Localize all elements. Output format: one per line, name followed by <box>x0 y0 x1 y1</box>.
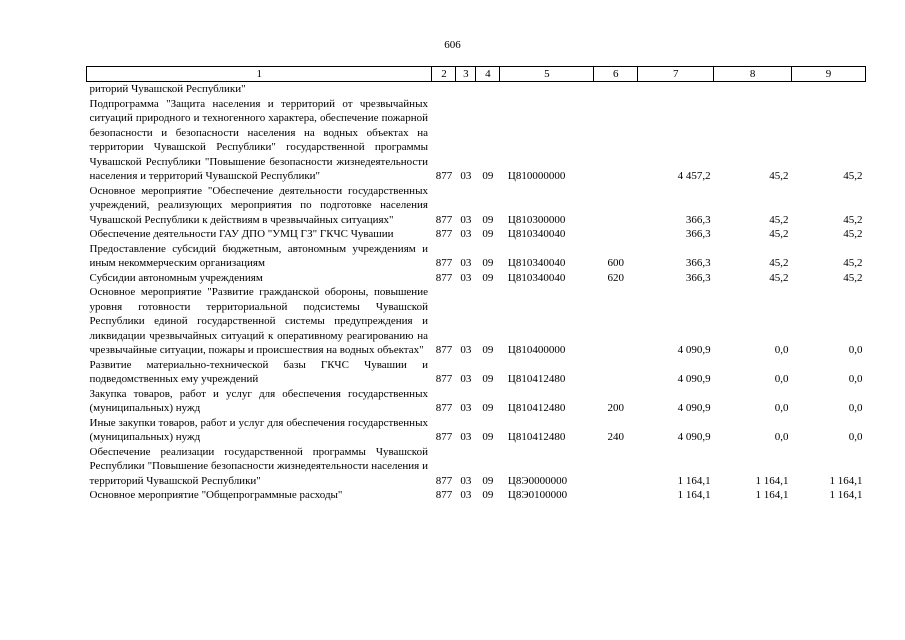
row-subsection: 09 <box>482 431 494 443</box>
row-sum-2: 0,0 <box>774 431 789 443</box>
table-body <box>87 82 866 503</box>
table-row <box>87 445 866 489</box>
row-expense-type <box>594 97 638 184</box>
row-sum-1: 366,3 <box>685 228 711 240</box>
row-subsection: 09 <box>482 373 494 385</box>
row-sum-1: 1 164,1 <box>677 474 711 487</box>
row-name: Основное мероприятие "Обеспечение деятельности государственных учреждений, реализующих мероприятия по подготовке населения Чувашской Республики к действиям в чрезвычайных ситуациях" <box>89 184 428 226</box>
row-name: Иные закупки товаров, работ и услуг для обеспечения государственных (муниципальных) нужд <box>89 416 428 443</box>
row-admin-code: 877 <box>435 170 453 182</box>
row-target-code: Ц810400000 <box>507 344 566 356</box>
row-section: 03 <box>460 402 472 414</box>
row-name: Обеспечение деятельности ГАУ ДПО "УМЦ ГЗ" ГКЧС Чувашии <box>89 228 394 240</box>
row-sum-3 <box>792 82 866 97</box>
row-subsection: 09 <box>482 344 494 356</box>
row-sum-1: 4 090,9 <box>677 373 711 385</box>
row-sum-1: 4 457,2 <box>677 170 711 182</box>
row-expense-type <box>594 227 638 242</box>
row-name: риторий Чувашской Республики" <box>89 83 246 95</box>
row-sum-3: 45,2 <box>843 228 863 240</box>
header-col-5: 5 <box>500 67 594 82</box>
header-col-1: 1 <box>87 67 432 82</box>
row-target-code <box>500 82 594 97</box>
row-target-code: Ц810412480 <box>507 402 566 414</box>
row-sum-3: 0,0 <box>848 402 863 414</box>
row-name: Обеспечение реализации государственной программы Чувашской Республики "Повышение безопасности жизнедеятельности населения и территорий Чувашской Республики" <box>89 445 428 487</box>
header-col-3: 3 <box>456 67 476 82</box>
row-sum-3: 0,0 <box>848 431 863 443</box>
row-name: Основное мероприятие "Общепрограммные расходы" <box>89 489 343 501</box>
row-admin-code: 877 <box>435 257 453 269</box>
row-target-code: Ц810300000 <box>507 213 566 226</box>
row-subsection: 09 <box>482 213 494 226</box>
row-sum-2: 45,2 <box>769 257 789 269</box>
row-name: Развитие материально-технической базы ГКЧС Чувашии и подведомственных ему учреждений <box>89 358 428 385</box>
row-target-code: Ц810340040 <box>507 228 566 240</box>
row-admin-code: 877 <box>435 213 453 226</box>
row-admin-code: 877 <box>435 373 453 385</box>
row-sum-1: 366,3 <box>685 271 711 284</box>
row-subsection: 09 <box>482 257 494 269</box>
row-target-code: Ц8Э0000000 <box>507 474 568 487</box>
row-target-code: Ц810340040 <box>507 271 566 284</box>
table-header <box>87 67 866 82</box>
row-sum-3: 45,2 <box>843 271 863 284</box>
table-row <box>87 488 866 503</box>
table-row <box>87 387 866 416</box>
row-section: 03 <box>460 344 472 356</box>
row-sum-1: 4 090,9 <box>677 431 711 443</box>
row-subsection: 09 <box>482 228 494 240</box>
row-sum-2: 45,2 <box>769 228 789 240</box>
row-section <box>456 82 476 97</box>
row-expense-type <box>594 358 638 387</box>
row-sum-2: 0,0 <box>774 344 789 356</box>
row-sum-2: 45,2 <box>769 213 789 226</box>
row-sum-3: 45,2 <box>843 213 863 226</box>
row-expense-type: 200 <box>607 402 625 414</box>
row-section: 03 <box>460 373 472 385</box>
row-sum-3: 0,0 <box>848 344 863 356</box>
row-section: 03 <box>460 474 472 487</box>
row-subsection: 09 <box>482 474 494 487</box>
row-name: Подпрограмма "Защита населения и территорий от чрезвычайных ситуаций природного и техногенного характера, обеспечение пожарной безопасности и безопасности населения на водных объектах на территории Чувашской Республики" государственной программы Чувашской Республики "Повышение безопасности жизнедеятельности населения и территорий Чувашской Республики" <box>89 97 428 182</box>
row-sum-1: 366,3 <box>685 257 711 269</box>
row-sum-3: 1 164,1 <box>829 489 863 501</box>
row-section: 03 <box>460 228 472 240</box>
row-sum-1: 366,3 <box>685 213 711 226</box>
table-row <box>87 416 866 445</box>
row-target-code: Ц810000000 <box>507 170 566 182</box>
row-section: 03 <box>460 170 472 182</box>
row-sum-1: 1 164,1 <box>677 489 711 501</box>
header-col-7: 7 <box>638 67 714 82</box>
row-section: 03 <box>460 257 472 269</box>
row-admin-code: 877 <box>435 402 453 414</box>
row-sum-1 <box>638 82 714 97</box>
row-sum-3: 45,2 <box>843 257 863 269</box>
row-admin-code: 877 <box>435 431 453 443</box>
table-row <box>87 242 866 271</box>
row-section: 03 <box>460 431 472 443</box>
row-sum-3: 45,2 <box>843 170 863 182</box>
row-expense-type <box>594 285 638 358</box>
table-row <box>87 358 866 387</box>
row-expense-type <box>594 184 638 228</box>
row-expense-type: 620 <box>607 271 625 284</box>
row-section: 03 <box>460 489 472 501</box>
row-target-code: Ц810412480 <box>507 373 566 385</box>
row-sum-2: 1 164,1 <box>755 474 789 487</box>
row-admin-code <box>432 82 456 97</box>
row-name: Основное мероприятие "Развитие гражданской обороны, повышение уровня готовности территориальной подсистемы Чувашской Республики единой государственной системы предупреждения и ликвидации чрезвычайных ситуаций к оперативному реагированию на чрезвычайные ситуации, пожары и происшествия на водных объектах" <box>89 286 428 356</box>
row-expense-type <box>594 82 638 97</box>
row-sum-3: 0,0 <box>848 373 863 385</box>
table-row <box>87 285 866 358</box>
page-number: 606 <box>444 39 461 51</box>
row-subsection <box>476 82 500 97</box>
row-admin-code: 877 <box>435 489 453 501</box>
table-row <box>87 271 866 286</box>
row-target-code: Ц810340040 <box>507 257 566 269</box>
header-col-8: 8 <box>714 67 792 82</box>
row-subsection: 09 <box>482 271 494 284</box>
header-col-4: 4 <box>476 67 500 82</box>
row-expense-type: 240 <box>607 431 625 443</box>
row-section: 03 <box>460 213 472 226</box>
row-expense-type: 600 <box>607 257 625 269</box>
header-col-9: 9 <box>792 67 866 82</box>
row-sum-2: 45,2 <box>769 170 789 182</box>
row-sum-1: 4 090,9 <box>677 402 711 414</box>
row-admin-code: 877 <box>435 344 453 356</box>
row-sum-3: 1 164,1 <box>829 474 863 487</box>
header-col-6: 6 <box>594 67 638 82</box>
row-sum-2 <box>714 82 792 97</box>
header-row <box>87 67 866 82</box>
table-row <box>87 184 866 228</box>
row-admin-code: 877 <box>435 271 453 284</box>
row-target-code: Ц810412480 <box>507 431 566 443</box>
row-subsection: 09 <box>482 402 494 414</box>
row-section: 03 <box>460 271 472 284</box>
row-name: Закупка товаров, работ и услуг для обеспечения государственных (муниципальных) нужд <box>89 387 428 414</box>
row-name: Предоставление субсидий бюджетным, автономным учреждениям и иным некоммерческим организациям <box>89 242 428 269</box>
row-sum-2: 0,0 <box>774 402 789 414</box>
header-col-2: 2 <box>432 67 456 82</box>
row-expense-type <box>594 488 638 503</box>
budget-table <box>86 66 866 503</box>
row-sum-2: 1 164,1 <box>755 489 789 501</box>
table-row <box>87 227 866 242</box>
table-row <box>87 97 866 184</box>
table-row <box>87 82 866 97</box>
row-expense-type <box>594 445 638 489</box>
row-sum-2: 45,2 <box>769 271 789 284</box>
row-subsection: 09 <box>482 170 494 182</box>
row-sum-1: 4 090,9 <box>677 344 711 356</box>
row-admin-code: 877 <box>435 228 453 240</box>
row-sum-2: 0,0 <box>774 373 789 385</box>
row-target-code: Ц8Э0100000 <box>507 489 568 501</box>
row-admin-code: 877 <box>435 474 453 487</box>
row-name: Субсидии автономным учреждениям <box>89 271 263 284</box>
row-subsection: 09 <box>482 489 494 501</box>
